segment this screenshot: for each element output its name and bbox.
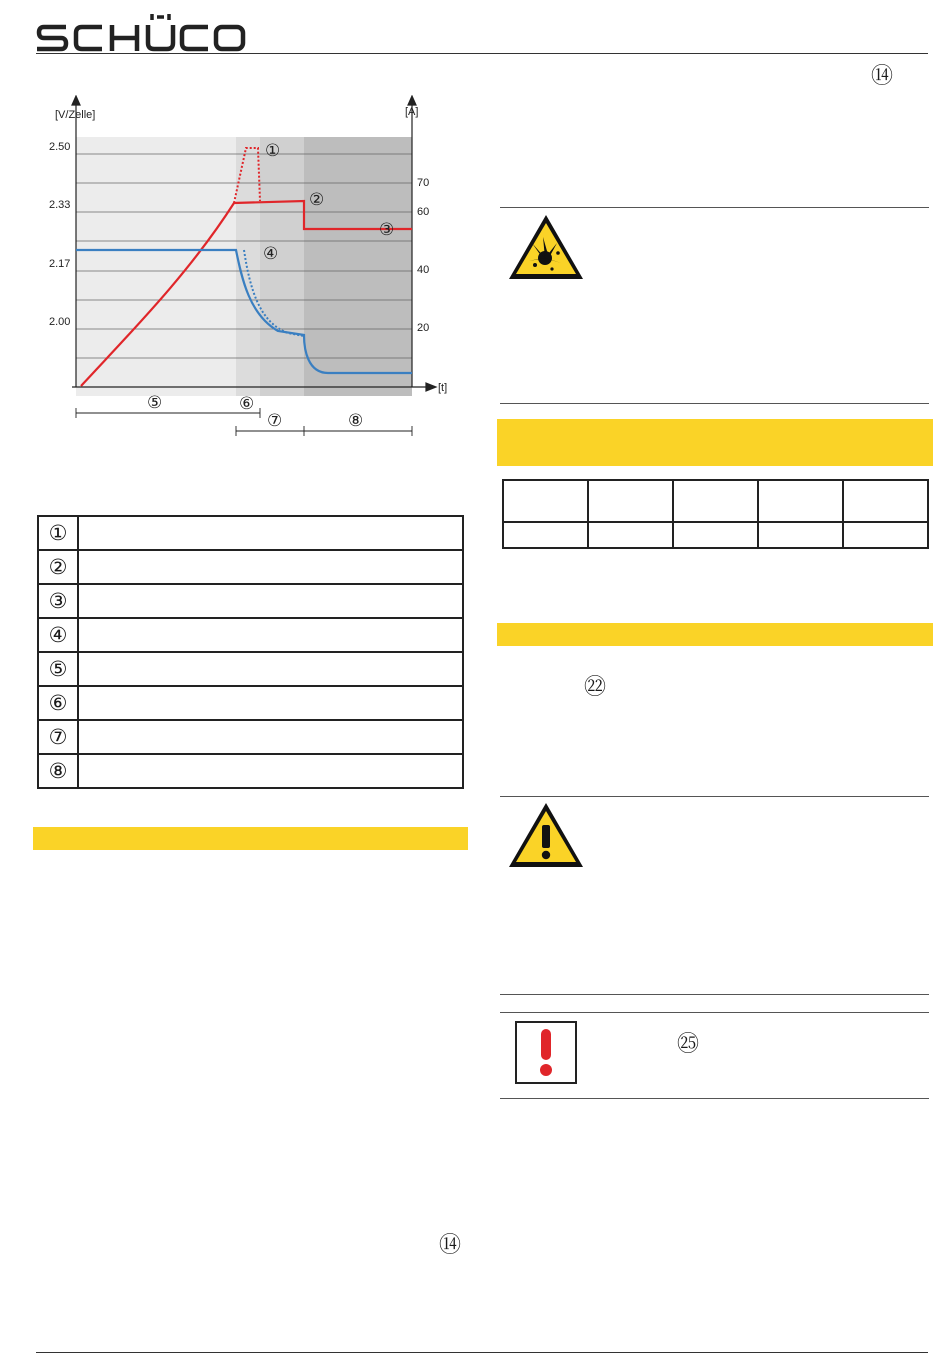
- legend-number: ④: [38, 618, 78, 652]
- notice-bottom-rule: [500, 1098, 929, 1099]
- general-warning-icon: [507, 801, 585, 874]
- legend-text: [78, 516, 463, 550]
- legend-row: [38, 584, 463, 618]
- section-heading-bar-left: [33, 827, 468, 850]
- legend-number: ①: [38, 516, 78, 550]
- table-cell: [843, 522, 928, 548]
- legend-number: ③: [38, 584, 78, 618]
- ytick-left-217: 2.17: [49, 258, 71, 270]
- legend-number: ②: [38, 550, 78, 584]
- legend-text: [78, 754, 463, 788]
- marker-8: ⑧: [348, 411, 364, 431]
- footer-rule: [36, 1352, 928, 1353]
- legend-row: [38, 618, 463, 652]
- legend-text: [78, 584, 463, 618]
- reference-marker-notice: ㉕: [677, 1032, 700, 1057]
- phase-bg-3: [260, 137, 304, 396]
- table-cell: [588, 522, 673, 548]
- section-heading-bar-right-1: [497, 419, 933, 466]
- marker-7: ⑦: [267, 411, 283, 431]
- marker-2: ②: [309, 190, 325, 210]
- marker-6: ⑥: [239, 394, 255, 414]
- legend-text: [78, 686, 463, 720]
- header-rule: [36, 53, 928, 54]
- table-cell: [503, 522, 588, 548]
- table-cell: [673, 522, 758, 548]
- table-header-cell: [588, 480, 673, 522]
- reference-marker-top: ⑭: [871, 64, 894, 89]
- ytick-left-233: 2.33: [49, 199, 71, 211]
- charge-curve-chart: [38, 95, 458, 445]
- table-header-cell: [503, 480, 588, 522]
- x-label: [t]: [438, 382, 448, 394]
- warning-bottom-rule: [500, 403, 929, 404]
- explosion-warning-icon: [507, 213, 585, 286]
- schueco-logo: [36, 12, 246, 52]
- legend-number: ⑦: [38, 720, 78, 754]
- legend-row: [38, 686, 463, 720]
- ytick-right-20: 20: [417, 322, 430, 334]
- exclamation-notice-icon: [515, 1021, 577, 1084]
- legend-text: [78, 618, 463, 652]
- warning-top-rule: [500, 207, 929, 208]
- legend-number: ⑥: [38, 686, 78, 720]
- legend-row: [38, 754, 463, 788]
- y-left-label: [V/Zelle]: [55, 109, 96, 121]
- legend-row: [38, 720, 463, 754]
- legend-row: [38, 516, 463, 550]
- marker-1: ①: [265, 141, 281, 161]
- ytick-left-200: 2.00: [49, 316, 71, 328]
- marker-5: ⑤: [147, 393, 163, 413]
- table-header-cell: [758, 480, 843, 522]
- reference-marker-left: ⑭: [439, 1233, 462, 1258]
- notice-top-rule: [500, 1012, 929, 1013]
- section-heading-bar-right-2: [497, 623, 933, 646]
- legend-text: [78, 550, 463, 584]
- legend-row: [38, 550, 463, 584]
- reference-marker-mid: ㉒: [584, 675, 607, 700]
- ytick-right-70: 70: [417, 177, 430, 189]
- caution-top-rule: [500, 796, 929, 797]
- legend-number: ⑤: [38, 652, 78, 686]
- legend-text: [78, 720, 463, 754]
- y-right-label: [A]: [405, 106, 419, 118]
- legend-table: [37, 515, 464, 789]
- ytick-right-40: 40: [417, 264, 430, 276]
- legend-text: [78, 652, 463, 686]
- table-header-cell: [843, 480, 928, 522]
- spec-table: [502, 479, 929, 549]
- marker-3: ③: [379, 220, 395, 240]
- ytick-left-250: 2.50: [49, 141, 71, 153]
- table-row: [503, 522, 928, 548]
- table-header-cell: [673, 480, 758, 522]
- ytick-right-60: 60: [417, 206, 430, 218]
- table-header-row: [503, 480, 928, 522]
- table-cell: [758, 522, 843, 548]
- legend-number: ⑧: [38, 754, 78, 788]
- phase-bg-4: [304, 137, 412, 396]
- caution-bottom-rule: [500, 994, 929, 995]
- legend-row: [38, 652, 463, 686]
- phase-bg-1: [76, 137, 236, 396]
- marker-4: ④: [263, 244, 279, 264]
